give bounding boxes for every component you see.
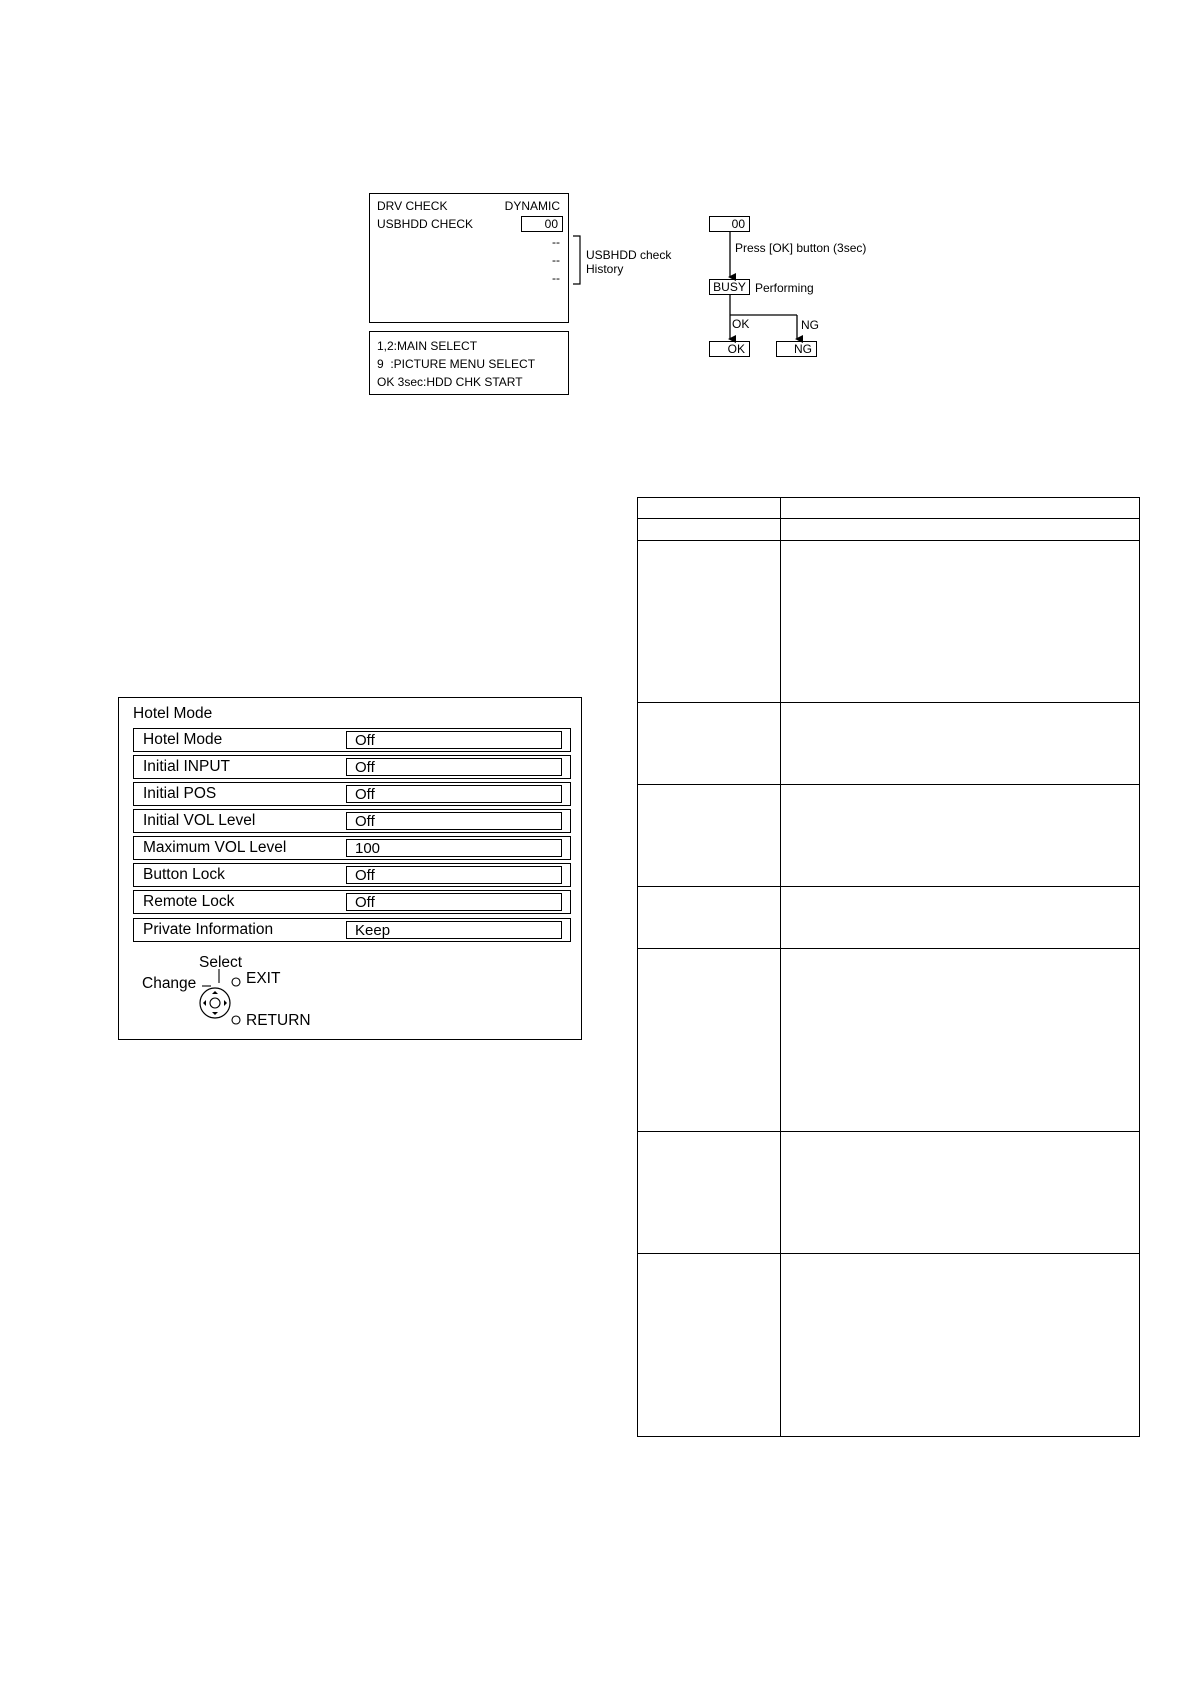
hotel-row-value[interactable]: Off bbox=[346, 731, 562, 749]
flow-ng-branch-label: NG bbox=[801, 318, 819, 332]
history-entry: -- bbox=[552, 235, 560, 249]
usbhdd-check-value: 00 bbox=[521, 216, 563, 232]
flow-ok-result-box: OK bbox=[709, 341, 750, 357]
hotel-row-remote-lock[interactable] bbox=[133, 890, 571, 914]
menu-line-main-select: 1,2:MAIN SELECT bbox=[377, 339, 478, 353]
flow-ng-result-box: NG bbox=[776, 341, 817, 357]
remote-dpad-icon bbox=[189, 966, 249, 1026]
table-row bbox=[638, 1132, 1140, 1254]
flow-busy-note: Performing bbox=[755, 281, 814, 295]
table-row bbox=[638, 887, 1140, 949]
flow-arrows bbox=[700, 230, 810, 345]
hotel-mode-title: Hotel Mode bbox=[133, 705, 213, 722]
hotel-row-label: Button Lock bbox=[143, 866, 225, 883]
hotel-row-initial-pos[interactable] bbox=[133, 782, 571, 806]
table-row bbox=[638, 541, 1140, 703]
table-row bbox=[638, 498, 1140, 519]
nav-change-label: Change bbox=[142, 975, 197, 992]
usbhdd-check-label: USBHDD CHECK bbox=[377, 217, 474, 231]
hotel-row-label: Initial INPUT bbox=[143, 758, 230, 775]
drv-check-menu bbox=[369, 331, 569, 395]
drv-check-title: DRV CHECK bbox=[377, 199, 448, 213]
menu-line-hdd-start: OK 3sec:HDD CHK START bbox=[377, 375, 523, 389]
hotel-row-label: Initial POS bbox=[143, 785, 217, 802]
history-entry: -- bbox=[552, 271, 560, 285]
hotel-row-initial-input[interactable] bbox=[133, 755, 571, 779]
hotel-row-label: Initial VOL Level bbox=[143, 812, 256, 829]
hotel-row-hotel-mode[interactable] bbox=[133, 728, 571, 752]
flow-ok-branch-label: OK bbox=[732, 317, 750, 331]
hotel-mode-panel bbox=[118, 697, 582, 1040]
flow-busy-box: BUSY bbox=[709, 279, 750, 295]
history-note-line1: USBHDD check bbox=[586, 248, 672, 262]
hotel-row-value[interactable]: Off bbox=[346, 812, 562, 830]
hotel-row-label: Private Information bbox=[143, 921, 274, 938]
hotel-row-value[interactable]: Off bbox=[346, 866, 562, 884]
table-row bbox=[638, 949, 1140, 1132]
empty-spec-table bbox=[637, 497, 1140, 1437]
nav-return-label: RETURN bbox=[246, 1012, 311, 1029]
hotel-row-label: Hotel Mode bbox=[143, 731, 223, 748]
table-row bbox=[638, 519, 1140, 541]
hotel-row-value[interactable]: 100 bbox=[346, 839, 562, 857]
hotel-row-private-information[interactable] bbox=[133, 918, 571, 942]
flow-start-box: 00 bbox=[709, 216, 750, 232]
table-row bbox=[638, 703, 1140, 785]
hotel-row-maximum-vol-level[interactable] bbox=[133, 836, 571, 860]
history-entry: -- bbox=[552, 253, 560, 267]
history-note-line2: History bbox=[586, 262, 624, 276]
flow-press-note: Press [OK] button (3sec) bbox=[735, 241, 867, 255]
hotel-row-initial-vol-level[interactable] bbox=[133, 809, 571, 833]
hotel-row-button-lock[interactable] bbox=[133, 863, 571, 887]
drv-check-panel bbox=[369, 193, 569, 323]
hotel-row-value[interactable]: Keep bbox=[346, 921, 562, 939]
table-row bbox=[638, 785, 1140, 887]
menu-line-picture-select: 9 :PICTURE MENU SELECT bbox=[377, 357, 536, 371]
hotel-row-label: Remote Lock bbox=[143, 893, 235, 910]
hotel-row-value[interactable]: Off bbox=[346, 785, 562, 803]
drv-check-mode: DYNAMIC bbox=[504, 199, 560, 213]
hotel-row-value[interactable]: Off bbox=[346, 758, 562, 776]
hotel-row-label: Maximum VOL Level bbox=[143, 839, 287, 856]
hotel-row-value[interactable]: Off bbox=[346, 893, 562, 911]
nav-select-label: Select bbox=[199, 954, 243, 971]
table-row bbox=[638, 1254, 1140, 1437]
nav-exit-label: EXIT bbox=[246, 970, 281, 987]
